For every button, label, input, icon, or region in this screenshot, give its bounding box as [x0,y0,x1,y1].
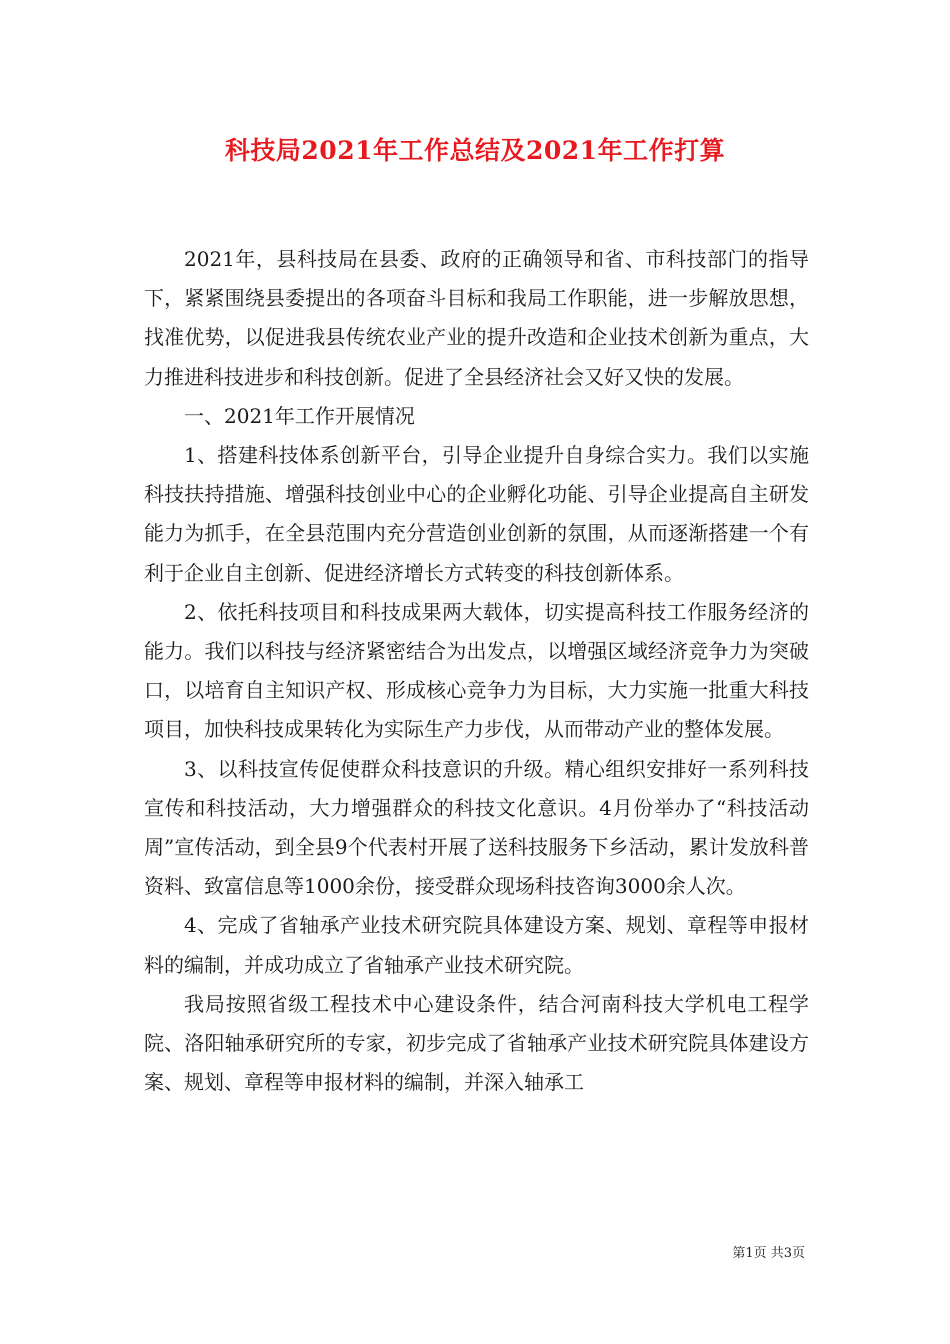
paragraph-item-3: 3、以科技宣传促使群众科技意识的升级。精心组织安排好一系列科技宣传和科技活动，大力增强群众的科技文化意识。4月份举办了“科技活动周”宣传活动，到全县9个代表村开展了送科技服务下乡活动，累计发放科普资料、致富信息等1000余份，接受群众现场科技咨询3000余人次。 [144,756,809,899]
document-title: 科技局2021年工作总结及2021年工作打算 [224,136,726,165]
paragraph-intro: 2021年，县科技局在县委、政府的正确领导和省、市科技部门的指导下，紧紧围绕县委提出的各项奋斗目标和我局工作职能，进一步解放思想，找准优势，以促进我县传统农业产业的提升改造和企业技术创新为重点，大力推进科技进步和科技创新。促进了全县经济社会又好又快的发展。 [144,247,809,389]
paragraph-item-4: 4、完成了省轴承产业技术研究院具体建设方案、规划、章程等申报材料的编制，并成功成立了省轴承产业技术研究院。 [144,913,809,977]
section-heading: 一、2021年工作开展情况 [184,403,415,428]
paragraph-continuation: 我局按照省级工程技术中心建设条件，结合河南科技大学机电工程学院、洛阳轴承研究所的专家，初步完成了省轴承产业技术研究院具体建设方案、规划、章程等申报材料的编制，并深入轴承工 [144,991,809,1095]
document-body [144,240,809,1102]
paragraph-item-2: 2、依托科技项目和科技成果两大载体，切实提高科技工作服务经济的能力。我们以科技与经济紧密结合为出发点，以增强区域经济竞争力为突破口，以培育自主知识产权、形成核心竞争力为目标，大力实施一批重大科技项目，加快科技成果转化为实际生产力步伐，从而带动产业的整体发展。 [144,599,809,742]
paragraph-item-1: 1、搭建科技体系创新平台，引导企业提升自身综合实力。我们以实施科技扶持措施、增强科技创业中心的企业孵化功能、引导企业提高自主研发能力为抓手，在全县范围内充分营造创业创新的氛围，从而逐渐搭建一个有利于企业自主创新、促进经济增长方式转变的科技创新体系。 [144,443,809,585]
page-number-footer: 第1页 共3页 [732,1246,805,1261]
